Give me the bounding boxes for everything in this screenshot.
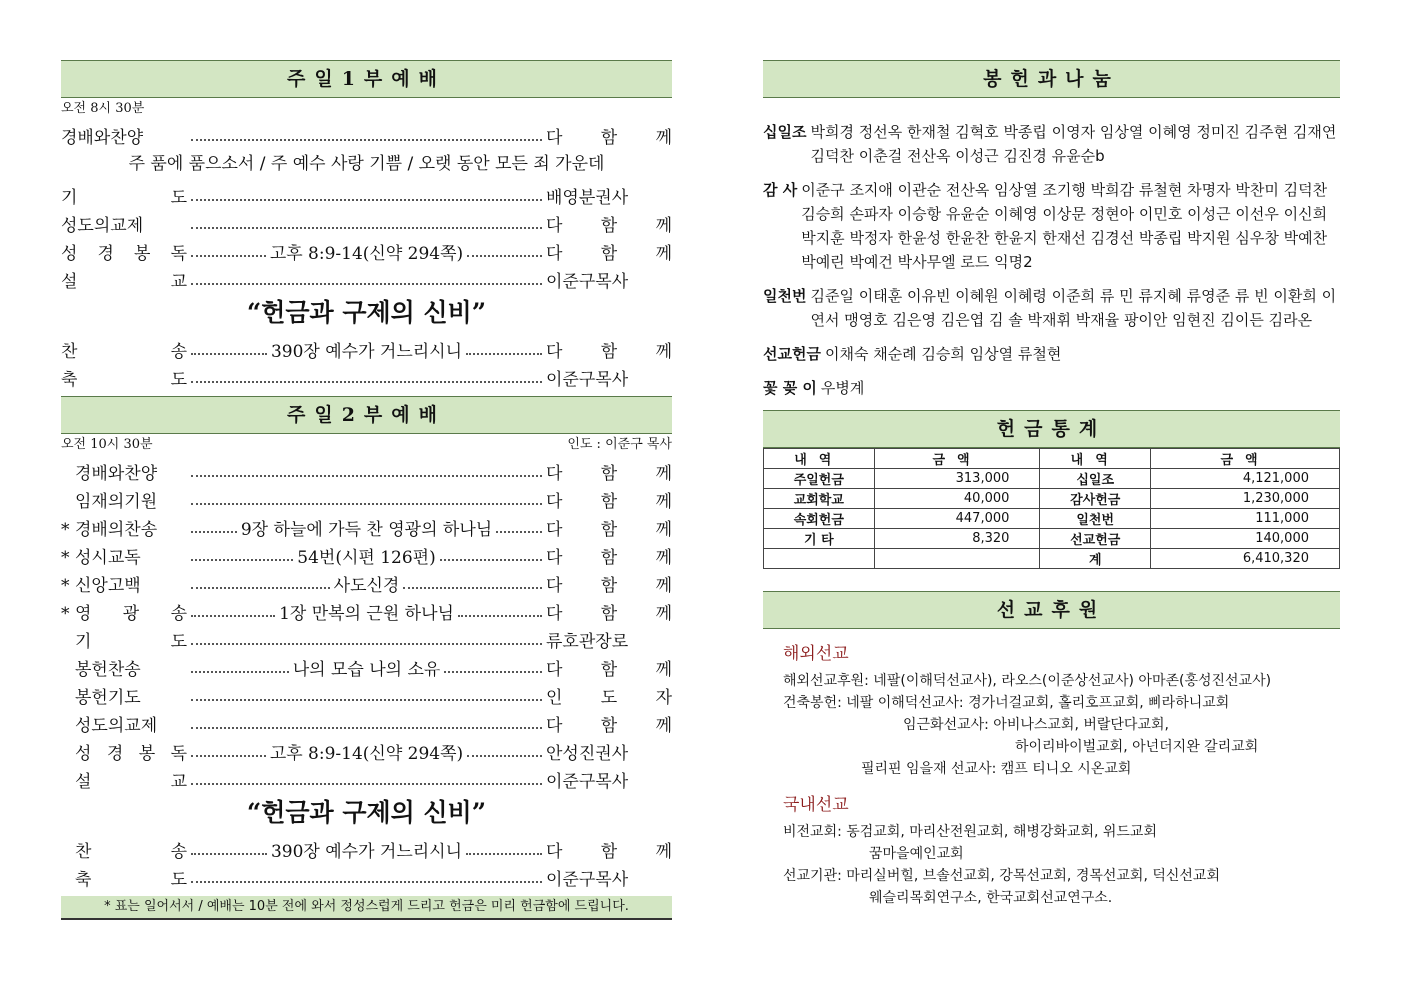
- order-label: 축 도: [61, 370, 187, 390]
- order-detail: 1장 만복의 근원 하나님: [279, 604, 454, 624]
- stats-row: [764, 529, 1340, 549]
- order-item: [61, 236, 672, 264]
- leader-dots: [191, 475, 542, 477]
- order-label: 찬 송: [75, 842, 187, 862]
- offering-title: 봉헌과나눔: [763, 60, 1340, 98]
- order-label: 기 도: [75, 632, 187, 652]
- order-detail: 사도신경: [333, 576, 400, 596]
- domestic-mission-line: 비전교회: 동검교회, 마리산전원교회, 해병강화교회, 위드교회: [783, 824, 1157, 840]
- leader-dots: [191, 255, 266, 257]
- order-label: 성시교독: [75, 548, 141, 568]
- order-item: [61, 624, 672, 652]
- order-label: 설 교: [61, 272, 187, 292]
- stats-amount: 4,121,000: [1151, 469, 1340, 489]
- stats-amount: 40,000: [874, 489, 1040, 509]
- stats-amount: [874, 549, 1040, 569]
- leader-dots: [191, 671, 289, 673]
- stats-amount: 140,000: [1151, 529, 1340, 549]
- stats-item: 기 타: [764, 529, 875, 549]
- order-item: [61, 862, 672, 890]
- order-label: 축 도: [75, 870, 187, 890]
- order-detail: 9장 하늘에 가득 찬 영광의 하나님: [240, 520, 493, 540]
- order-person: 다 함 께: [546, 520, 673, 540]
- leader-dots: [191, 853, 267, 855]
- order-person: 다 함 께: [546, 660, 672, 680]
- leader-dots: [191, 783, 542, 785]
- stats-item: 교회학교: [764, 489, 875, 509]
- leader-dots: [403, 587, 542, 589]
- order-person: 다 함 께: [546, 492, 672, 512]
- offering-group-label: 꽃 꽂 이: [763, 379, 817, 397]
- order-label: 찬 송: [61, 342, 187, 362]
- stats-title: 헌금통계: [763, 410, 1340, 448]
- offering-group: [763, 284, 1340, 332]
- stats-item: 선교헌금: [1040, 529, 1151, 549]
- leader-dots: [191, 381, 542, 383]
- domestic-mission-line: 선교기관: 마리실버힐, 브솔선교회, 강목선교회, 경목선교회, 덕신선교회: [783, 868, 1220, 884]
- stats-item: [764, 549, 875, 569]
- order-detail: 390장 예수가 거느리시니: [270, 342, 463, 362]
- order-person: 다 함 께: [546, 216, 672, 236]
- stats-row: [764, 549, 1340, 569]
- stats-header: 금액: [874, 449, 1040, 469]
- order-item: [61, 834, 672, 862]
- order-detail: 54번(시편 126편): [297, 548, 436, 568]
- order-detail: 390장 예수가 거느리시니: [270, 842, 463, 862]
- stats-row: [764, 489, 1340, 509]
- leader-dots: [191, 353, 267, 355]
- order-person: 다 함 께: [546, 576, 673, 596]
- order-label: 기 도: [61, 188, 187, 208]
- leader-dots: [496, 531, 542, 533]
- stats-amount: 447,000: [874, 509, 1040, 529]
- leader-dots: [191, 881, 542, 883]
- missions-title: 선교후원: [763, 591, 1340, 629]
- stand-mark: *: [61, 548, 70, 568]
- stand-mark: *: [61, 520, 70, 540]
- order-detail: 나의 모습 나의 소유: [292, 660, 441, 680]
- leader-dots: [467, 755, 542, 757]
- leader-dots: [191, 283, 542, 285]
- leader-dots: [191, 727, 542, 729]
- leader-dots: [191, 699, 542, 701]
- stats-amount: 313,000: [874, 469, 1040, 489]
- order-item: [61, 680, 672, 708]
- service2-sermon-title: “헌금과 구제의 신비”: [246, 798, 487, 827]
- order-person: 안성진권사: [546, 744, 629, 764]
- stats-header: 내역: [764, 449, 875, 469]
- offering-group-names: 우병계: [820, 379, 865, 397]
- order-item: [61, 708, 672, 736]
- leader-dots: [440, 559, 542, 561]
- order-item: [61, 652, 672, 680]
- order-label: 신앙고백: [75, 576, 141, 596]
- service2-time-row: [61, 434, 672, 456]
- service2-leader: 인도 : 이준구 목사: [567, 437, 672, 452]
- leader-dots: [458, 615, 542, 617]
- offering-group: [763, 178, 1340, 274]
- overseas-mission-line: 임근화선교사: 아비나스교회, 버랄단다교회,: [903, 717, 1169, 733]
- overseas-mission-line: 필리핀 임을재 선교사: 캠프 티니오 시온교회: [861, 761, 1132, 777]
- order-item: [61, 540, 672, 568]
- order-label: 임재의기원: [75, 492, 158, 512]
- standing-note: * 표는 일어서서 / 예배는 10분 전에 와서 정성스럽게 드리고 헌금은 미리 헌금함에 드립니다.: [61, 896, 672, 920]
- domestic-mission-line: 웨슬리목회연구소, 한국교회선교연구소.: [869, 890, 1113, 906]
- offering-group-label: 십일조: [763, 123, 807, 141]
- order-person: 다 함 께: [546, 464, 672, 484]
- leader-dots: [191, 503, 542, 505]
- order-detail: 고후 8:9-14(신약 294쪽): [269, 744, 464, 764]
- domestic-mission-line: 꿈마을예인교회: [869, 846, 964, 862]
- order-person: 다 함 께: [546, 342, 672, 362]
- stats-row: [764, 509, 1340, 529]
- offering-group-names: 이채숙 채순례 김승희 임상열 류철현: [824, 345, 1062, 363]
- service2-title: 주일2부예배: [61, 396, 672, 434]
- order-person: 다 함 께: [546, 842, 672, 862]
- worship-order-column: [61, 60, 672, 920]
- offering-group: [763, 342, 1340, 366]
- order-label: 봉헌찬송: [75, 660, 141, 680]
- stats-amount: 1,230,000: [1151, 489, 1340, 509]
- order-person: 다 함 께: [546, 716, 672, 736]
- order-label: 성 경 봉 독: [61, 244, 187, 264]
- order-item: [61, 512, 672, 540]
- stats-item: 속회헌금: [764, 509, 875, 529]
- order-person: 이준구목사: [546, 870, 629, 890]
- stand-mark: *: [61, 576, 70, 596]
- offering-stats-table: [763, 448, 1340, 569]
- stats-item: 일천번: [1040, 509, 1151, 529]
- offering-group: [763, 120, 1340, 168]
- order-person: 다 함 께: [546, 604, 673, 624]
- order-label: 봉헌기도: [75, 688, 141, 708]
- leader-dots: [191, 587, 330, 589]
- leader-dots: [191, 227, 542, 229]
- leader-dots: [467, 255, 542, 257]
- service1-time: 오전 8시 30분: [61, 101, 145, 116]
- leader-dots: [191, 139, 542, 141]
- stats-item: 주일헌금: [764, 469, 875, 489]
- service1-hymns: 주 품에 품으소서 / 주 예수 사랑 기쁨 / 오랫 동안 모든 죄 가운데: [128, 154, 605, 174]
- offering-group-label: 감 사: [763, 181, 798, 199]
- order-person: 인 도 자: [546, 688, 672, 708]
- offering-column: [763, 60, 1340, 909]
- overseas-mission-line: 해외선교후원: 네팔(이해덕선교사), 라오스(이준상선교사) 아마존(홍성진선교사): [783, 673, 1272, 689]
- order-item: [61, 568, 672, 596]
- stand-mark: *: [61, 604, 70, 624]
- leader-dots: [191, 615, 275, 617]
- leader-dots: [191, 559, 293, 561]
- offering-group: [763, 376, 1340, 400]
- service2-time: 오전 10시 30분: [61, 437, 153, 452]
- order-label: 경배와찬양: [75, 464, 158, 484]
- order-item: [61, 208, 672, 236]
- order-item: [61, 484, 672, 512]
- order-item: [61, 736, 672, 764]
- leader-dots: [466, 353, 542, 355]
- leader-dots: [191, 199, 542, 201]
- order-item: [61, 362, 672, 390]
- order-label: 성도의교제: [75, 716, 158, 736]
- order-label: 성 경 봉 독: [75, 744, 187, 764]
- overseas-mission-line: 건축봉헌: 네팔 이해덕선교사: 경가너걸교회, 홀리호프교회, 삐라하니교회: [783, 695, 1230, 711]
- order-item: [61, 334, 672, 362]
- leader-dots: [191, 643, 542, 645]
- service1-title: 주일1부예배: [61, 60, 672, 98]
- leader-dots: [191, 755, 266, 757]
- stats-item: 계: [1040, 549, 1151, 569]
- order-person: 배영분권사: [546, 188, 629, 208]
- leader-dots: [466, 853, 542, 855]
- offering-group-names: 박희경 정선옥 한재철 김혁호 박종립 이영자 임상열 이혜영 정미진 김주현 김재연 김덕찬 이춘걸 전산옥 이성근 김진경 유윤순b: [810, 123, 1337, 165]
- order-person: 다 함 께: [546, 128, 672, 148]
- order-label: 경배와찬양: [61, 128, 144, 148]
- stats-item: 감사헌금: [1040, 489, 1151, 509]
- order-person: 이준구목사: [546, 272, 629, 292]
- stats-header: 금액: [1151, 449, 1340, 469]
- order-item: [61, 264, 672, 292]
- stats-row: [764, 469, 1340, 489]
- stats-amount: 8,320: [874, 529, 1040, 549]
- domestic-missions-heading: 국내선교: [783, 795, 849, 815]
- order-item: [61, 456, 672, 484]
- leader-dots: [191, 531, 237, 533]
- order-item: [61, 120, 672, 148]
- order-person: 다 함 께: [546, 548, 672, 568]
- offering-group-names: 김준일 이태훈 이유빈 이혜원 이혜령 이준희 류 민 류지혜 류영준 류 빈 이환희 이연서 맹영호 김은영 김은엽 김 솔 박재휘 박재율 팡이안 임현진 김이든 김라온: [810, 287, 1337, 329]
- stats-amount: 111,000: [1151, 509, 1340, 529]
- service1-time-row: [61, 98, 672, 120]
- order-label: 설 교: [75, 772, 187, 792]
- offering-list: [763, 98, 1340, 400]
- order-person: 이준구목사: [546, 772, 629, 792]
- service1-sermon-title: “헌금과 구제의 신비”: [246, 298, 487, 327]
- offering-group-label: 선교헌금: [763, 345, 821, 363]
- offering-group-names: 이준구 조지애 이관순 전산옥 임상열 조기행 박희감 류철현 차명자 박찬미 김덕찬 김승희 손파자 이승항 유윤순 이혜영 이상문 정현아 이민호 이성근 이선우 이신희 박지훈 박정자 한윤성 한윤찬 한윤지 한재선 김경선 박종립 박지원 심우창 박예찬 박예린 박예건 박사무엘 로드 익명2: [801, 181, 1328, 271]
- leader-dots: [444, 671, 542, 673]
- order-person: 류호관장로: [546, 632, 629, 652]
- order-person: 다 함 께: [546, 244, 672, 264]
- order-person: 이준구목사: [546, 370, 629, 390]
- order-item: [61, 764, 672, 792]
- overseas-mission-line: 하이리바이벌교회, 아넌더지완 갈리교회: [1015, 739, 1259, 755]
- stats-header: 내역: [1040, 449, 1151, 469]
- order-item: [61, 596, 672, 624]
- stats-item: 십일조: [1040, 469, 1151, 489]
- order-label: 성도의교제: [61, 216, 144, 236]
- stats-amount: 6,410,320: [1151, 549, 1340, 569]
- order-label: 영 광 송: [75, 604, 187, 624]
- order-label: 경배의찬송: [75, 520, 158, 540]
- order-item: [61, 180, 672, 208]
- offering-group-label: 일천번: [763, 287, 807, 305]
- order-detail: 고후 8:9-14(신약 294쪽): [269, 244, 464, 264]
- overseas-missions-heading: 해외선교: [783, 644, 849, 664]
